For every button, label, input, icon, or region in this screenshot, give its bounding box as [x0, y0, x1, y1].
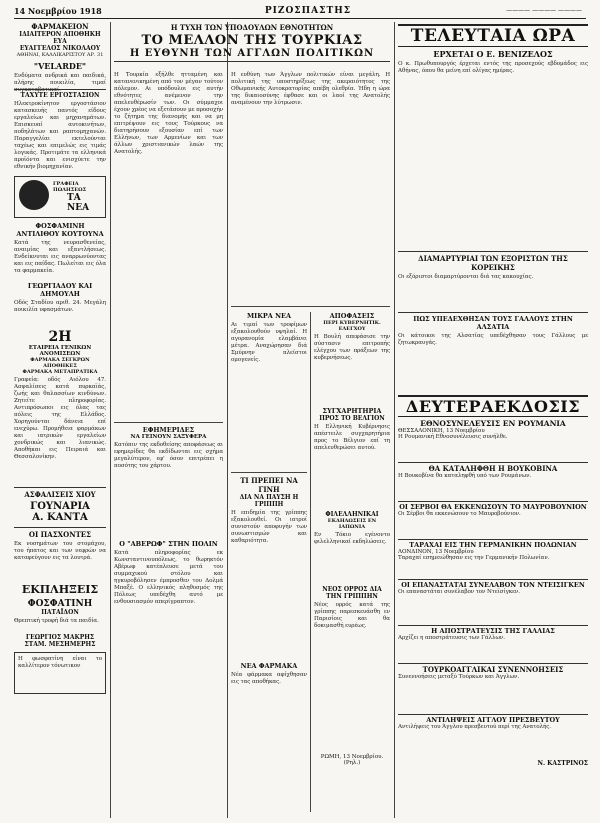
romania-title: ΕΘΝΟΣΥΝΕΛΕΥΣΙΣ ΕΝ ΡΟΥΜΑΝΙΑ: [420, 419, 566, 428]
section-tripepei: ΤΙ ΠΡΕΠΕΙ ΝΑ ΓΙΝΗ: [240, 476, 298, 494]
velarde-ad: "VELARDE": [33, 61, 87, 71]
section-filellinikai: ΦΙΛΕΛΛΗΝΙΚΑΙ: [325, 511, 379, 518]
story-column-3: [231, 72, 390, 307]
heading-koreiki: ΔΙΑΜΑΡΤΥΡΙΑΙ ΤΩΝ ΕΞΟΡΙΣΤΩΝ ΤΗΣ ΚΟΡΕΙΚΗΣ: [398, 251, 588, 272]
section-sygxaritiria: ΣΥΓΧΑΡΗΤΗΡΙΑ: [322, 407, 382, 415]
heading-boukovina: ΘΑ ΚΑΤΑΛΗΦΘΗ Η ΒΟΥΚΟΒΙΝΑ: [398, 462, 588, 473]
fosfamina-title: ΦΟΣΦΑΜΙΝΗ ΑΝΤΙΛΙΘΟΥ ΚΟΥΤΟΥΝΑ: [16, 222, 104, 238]
heading-alsatia: ΠΩΣ ΥΠΕΔΕΧΘΗΣΑΝ ΤΟΥΣ ΓΑΛΛΟΥΣ ΣΤΗΝ ΑΛΣΑΤΙΑ: [398, 312, 588, 331]
ntaisigken-text: Οι επαναστάται συνέλαβον τον Ντεϊσίγκεν.: [398, 589, 520, 595]
story-kicker: Η ΤΥΧΗ ΤΩΝ ΥΠΟΔΟΥΛΩΝ ΕΘΝΟΤΗΤΩΝ: [170, 23, 334, 32]
koreiki-text: Οι εξόριστοι διαμαρτύρονται διά τας κακουχίας.: [398, 274, 534, 280]
etaireia-title: ΕΤΑΙΡΕΙΑ ΓΕΝΙΚΩΝ ΑΝΟΜΙΣΕΩΝ: [28, 345, 92, 357]
efimerides-text: Κατόπιν της εκδοθείσης αποφάσεως αι εφημερίδες θα εκδίδωνται εις σχήμα μεγαλύτερον, εφ' όσον επιτρέπει η ποσότης του χάρτου.: [114, 442, 223, 469]
tourkoaggl-text: Συνεννοήσεις μεταξύ Τούρκων και Άγγλων.: [398, 674, 520, 680]
section-apofaseis-sub: ΠΕΡΙ ΚΥΒΕΡΝΗΤΙΚ. ΕΛΕΓΧΟΥ: [323, 320, 381, 332]
georgiou-title: ΓΕΩΡΓΙΑΔΟΥ ΚΑΙ ΔΗΜΟΥΛΗ: [27, 282, 93, 298]
ad-emblem-icon: [19, 180, 49, 210]
makris-title: ΓΕΩΡΓΙΟΣ ΜΑΚΡΗΣ: [25, 634, 95, 641]
alsatia-text: Οι κάτοικοι της Αλσατίας υπεδέχθησαν τους Γάλλους με ζητωκραυγάς.: [398, 333, 588, 346]
georgiou-text: Οδός Σταδίου αριθ. 24. Μεγάλη ποικιλία υφασμάτων.: [14, 300, 106, 313]
section-nea-farmaka: ΝΕΑ ΦΑΡΜΑΚΑ: [240, 662, 298, 670]
gallia-text: Αρχίζει η αποστράτευσις των Γάλλων.: [398, 635, 505, 641]
section-sygxaritiria-sub: ΠΡΟΣ ΤΟ ΒΕΛΓΙΟΝ: [319, 415, 385, 422]
boukovina-text: Η Βουκοβίνα θα καταληφθή υπό των Ρουμάνων.: [398, 473, 532, 479]
section-filellinikai-sub: ΕΚΔΗΛΩΣΕΙΣ ΕΝ ΙΑΠΩΝΙΑ: [327, 518, 377, 530]
column-rule: [394, 22, 395, 818]
section-tripepei-sub: ΔΙΑ ΝΑ ΠΑΥΣΗ Η ΓΡΙΠΠΗ: [239, 494, 299, 508]
sk1: ΦΑΡΜΑΚΑ ΣΕΓΚΡΩΝ ΑΠΟΘΗΚΕΣ: [30, 357, 90, 369]
heading-tourkoaggl: ΤΟΥΡΚΟΑΓΓΛΙΚΑΙ ΣΥΝΕΝΝΟΗΣΕΙΣ: [398, 663, 588, 674]
story-subhead: Η ΕΥΘΥΝΗ ΤΩΝ ΑΓΓΛΩΝ ΠΟΛΙΤΙΚΩΝ: [114, 48, 390, 62]
pharmacy-name: ΕΥΑΓΓΕΛΟΣ ΝΙΚΟΛΑΟΥ: [19, 45, 101, 52]
section-averof: Ο "ΑΒΕΡΩΦ" ΣΤΗΝ ΠΟΛΙΝ: [119, 540, 218, 548]
factory-text: Ηλεκτροκίνητον εργοστάσιον κατασκευής παντός είδους εργαλείων και μηχανημάτων. Επισκευαί αυτοκινήτων, ποδηλάτων και ραπτομηχανών. Παραγγελίαι εκτελούνται ταχέως και επιμελώς εις τιμάς λογικάς. Προτιμάτε τα ελληνικά προϊόντα και ενισχύετε την εθνικήν βιομηχανίαν.: [14, 101, 106, 170]
section-apofaseis: ΑΠΟΦΑΣΕΙΣ: [329, 312, 375, 320]
mikra-nea-text: Αι τιμαί των τροφίμων εξακολουθούν υψηλαί. Η αγορανομία ελαμβάνει μέτρα. Αναχώρησαν διά Σμύρνην πλείστοι ομογενείς.: [231, 322, 307, 363]
velarde-text: Ενδύματα ανδρικά και παιδικά, πλήρης ποικιλία, τιμαί συγκαταβατικαί.: [14, 73, 106, 93]
column-rule: [227, 22, 228, 818]
fosfatina-title: ΦΟΣΦΑΤΙΝΗ: [27, 599, 93, 609]
averof-text: Κατά πληροφορίας εκ Κωνσταντινουπόλεως, το θωρηκτόν Αβέρωφ κατέπλευσε μετά του συμμαχικού στόλου και ηγκυροβόλησεν έμπροσθεν του Δολμά Μπαξέ. Ο ελληνικός πληθυσμός της Πόλεως υπεδέχθη αυτό με ενθουσιασμόν απερίγραπτον.: [114, 550, 223, 605]
masthead-right: ———— ———— ————: [506, 7, 582, 14]
pataidon-title: ΠΑΤΑΪΔΟΝ: [41, 609, 79, 616]
mikra-nea-column: [231, 312, 307, 732]
pharmacy-address: ΑΘΗΝΑΙ, ΚΑΛΛΙΚΑΡΙΣΤΟΥ ΑΡ. 31: [16, 52, 104, 58]
issue-date: 14 Νοεμβρίου 1918: [14, 6, 102, 16]
stam-title: ΣΤΑΜ. ΜΕΣΗΜΕΡΗΣ: [24, 641, 96, 648]
main-story-header: [114, 23, 390, 62]
pataidon-text: Θρεπτική τροφή διά τα παιδία.: [14, 618, 99, 624]
story-column-2: [114, 72, 223, 720]
dateline-rome: ΡΩΜΗ, 13 Νοεμβρίου. (Ρηλ.): [320, 754, 384, 766]
venizelos-body: Ο κ. Πρωθυπουργός έρχεται εντός της προσεχούς εβδομάδος εις Αθήνας, όπου θα μείνη επί ολίγας ημέρας.: [398, 61, 588, 74]
grippi-text: Η επιδημία της γρίππης εξακολουθεί. Οι ιατροί συνιστούν αποφυγήν των συνωστισμών και καθαριότητα.: [231, 510, 307, 544]
signature: Ν. ΚΑΣΤΡΙΝΟΣ: [537, 760, 588, 767]
ekpagneis-title: ΕΚΠΛΗΞΕΙΣ: [21, 583, 99, 596]
graphia-label: ΓΡΑΦΕΙΑ ΠΩΛΗΣΕΩΣ: [53, 181, 87, 193]
heading-gallia: Η ΑΠΟΣΤΡΑΤΕΥΣΙΣ ΤΗΣ ΓΑΛΛΙΑΣ: [398, 625, 588, 635]
section-mikra-nea: ΜΙΚΡΑ ΝΕΑ: [246, 312, 292, 320]
sygxaritiria-text: Η Ελληνική Κυβέρνησις απέστειλε συγχαρητήρια προς το Βέλγιον επί τη απελευθερώσει αυτού.: [314, 424, 390, 451]
section-neos-orros: ΝΕΟΣ ΟΡΡΟΣ ΔΙΑ ΤΗΝ ΓΡΙΠΠΗΝ: [322, 586, 382, 600]
neos-orros-text: Νέος ορρός κατά της γρίππης παρεσκευάσθη εν Παρισίοις και θα δοκιμασθή ευρέως.: [314, 602, 390, 629]
romania-text: Η Ρουμανική Εθνοσυνέλευσις συνήλθε.: [398, 434, 508, 440]
akanta-title: Α. ΚΑΝΤΑ: [32, 512, 88, 523]
ta-nea-ad: [14, 176, 106, 218]
apofaseis-text: Η Βουλή απεφάσισε την σύστασιν επιτροπής ελέγχου των πράξεων της κυβερνήσεως.: [314, 334, 390, 361]
mavrovounio-text: Οι Σέρβοι θα εκκενώσουν το Μαυροβούνιον.: [398, 511, 521, 517]
venizelos-title: ΕΡΧΕΤΑΙ Ο Ε. ΒΕΝΙΖΕΛΟΣ: [433, 49, 553, 59]
apofaseis-column: [314, 312, 390, 766]
pasxontes-text: Εκ νοσημάτων του στομάχου, του ήπατος και των νεφρών να καταφεύγουν εις τα λουτρά.: [14, 541, 106, 561]
presvis-text: Αντιλήψεις του Άγγλου πρεσβευτού περί της Ανατολής.: [398, 724, 551, 730]
story-body-1: Η Τουρκία εξήλθε ητταμένη και κατανενικημένη από τον μέγαν τούτον πόλεμον. Αι υπόδουλοι εις αυτήν εθνότητες ανέμενον την απελευθέρωσίν των. Οι σύμμαχοι έχουν χρέος να εξετάσουν με προσοχήν το ζήτημα της διανομής και να μη επιτρέψουν εις τους Τούρκους να διατηρήσουν εξουσίαν επί των Ελλήνων, των Αρμενίων και των άλλων χριστιανικών λαών της Ανατολής.: [114, 72, 223, 155]
newspaper-name: ΡΙΖΟΣΠΑΣΤΗΣ: [264, 6, 352, 16]
fosfamina-text: Κατά της νευρασθενείας, αναιμίας και εξαντλήσεως. Ενδείκνυται εις αναρρωνύοντας και εις παίδας. Πωλείται εις όλα τα φαρμακεία.: [14, 240, 106, 274]
sk2: ΦΑΡΜΑΚΑ ΜΕΤΑΠΡΑΤΙΚΑ: [22, 369, 98, 375]
masthead: [14, 4, 586, 19]
ta-nea-label: ΤΑ ΝΕΑ: [67, 193, 90, 213]
dateline-thessaloniki: ΘΕΣΣΑΛΟΝΙΚΗ, 13 Νοεμβρίου: [398, 428, 485, 434]
fosfatina-box: [14, 652, 106, 694]
story-headline: ΤΟ ΜΕΛΛΟΝ ΤΗΣ ΤΟΥΡΚΙΑΣ: [141, 33, 363, 48]
nea-farmaka-text: Νέα φάρμακα αφίχθησαν εις τας αποθήκας.: [231, 672, 307, 685]
deutera-title: ΔΕΥΤΕΡΑΕΚΔΟΣΙΣ: [398, 395, 588, 417]
gounaria-title: ΓΟΥΝΑΡΙΑ: [30, 501, 90, 512]
last-hour-title: ΤΕΛΕΥΤΑΙΑ ΩΡΑ: [398, 24, 588, 47]
polonia-text: Ταραχαί εσημειώθησαν εις την Γερμανικήν Πολωνίαν.: [398, 555, 550, 561]
filellinikai-text: Εν Τόκιο εγένοντο φιλελληνικαί εκδηλώσεις.: [314, 532, 390, 545]
heading-polonia: ΤΑΡΑΧΑΙ ΕΙΣ ΤΗΝ ΓΕΡΜΑΝΙΚΗΝ ΠΟΛΩΝΙΑΝ: [398, 539, 588, 549]
pharmacy-title: ΦΑΡΜΑΚΕΙΟΝ: [31, 22, 89, 31]
pharmacy-sub: ΙΔΙΑΙΤΕΡΟΝ ΑΠΟΘΗΚΗ ΕΥΑ: [19, 31, 101, 45]
heading-mavrovounio: ΟΙ ΣΕΡΒΟΙ ΘΑ ΕΚΚΕΝΩΣΟΥΝ ΤΟ ΜΑΥΡΟΒΟΥΝΙΟΝ: [399, 503, 587, 511]
section-efimerides-sub: ΝΑ ΓΕΙΝΟΥΝ ΣΑΞΥΦΕΡΑ: [130, 434, 207, 440]
fosfatina-small: Η φωσφατίνη είναι το καλλίτερον τόνωτικον: [18, 656, 102, 669]
etaireia-text: Γραφεία: οδός Αιόλου 47. Ασφαλίσεις κατά πυρκαϊάς, ζωής και θαλασσίων κινδύνων. Ζητείτε πληροφορίας. Αντιπρόσωποι εις όλας τας πόλεις της Ελλάδος. Χορηγούνται δάνεια επί ενεχύρω. Προμήθεια φαρμάκων και ιατρικών εργαλείων χονδρικώς και λιανικώς. Αποθήκαι εις Πειραιά και Θεσσαλονίκην.: [14, 377, 106, 460]
right-column: [398, 24, 588, 767]
asfaleia-title: ΑΣΦΑΛΙΣΕΙΣ ΧΙΟΥ: [14, 487, 106, 499]
dateline-london: ΛΟΝΔΙΝΟΝ, 13 Νοεμβρίου: [398, 549, 474, 555]
ads-column: [14, 22, 106, 694]
heading-ntaisigken: ΟΙ ΕΠΑΝΑΣΤΑΤΑΙ ΣΥΝΕΛΑΒΟΝ ΤΟΝ ΝΤΕΙΣΙΓΚΕΝ: [398, 579, 588, 589]
heading-presvis: ΑΝΤΙΛΗΨΕΙΣ ΑΓΓΛΟΥ ΠΡΕΣΒΕΥΤΟΥ: [398, 714, 588, 724]
etaireia-number: 2Η: [48, 329, 72, 345]
factory-title: ΤΑΧΥΤΕ ΕΡΓΟΣΤΑΣΙΟΝ: [14, 89, 106, 99]
column-rule: [110, 22, 111, 818]
pasxontes-title: ΟΙ ΠΑΣΧΟΝΤΕΣ: [14, 527, 106, 539]
section-efimerides: ΕΦΗΜΕΡΙΔΕΣ: [142, 426, 195, 434]
story-body-2: Η ευθύνη των Άγγλων πολιτικών είναι μεγάλη. Η πολιτική της υποστηρίξεως της ακεραιότητος της Οθωμανικής Αυτοκρατορίας απέβη ολεθρία. Ήδη η ώρα της δικαιοσύνης έφθασε και οι λαοί της Ανατολής αναμένουν την λύτρωσιν.: [231, 72, 390, 106]
